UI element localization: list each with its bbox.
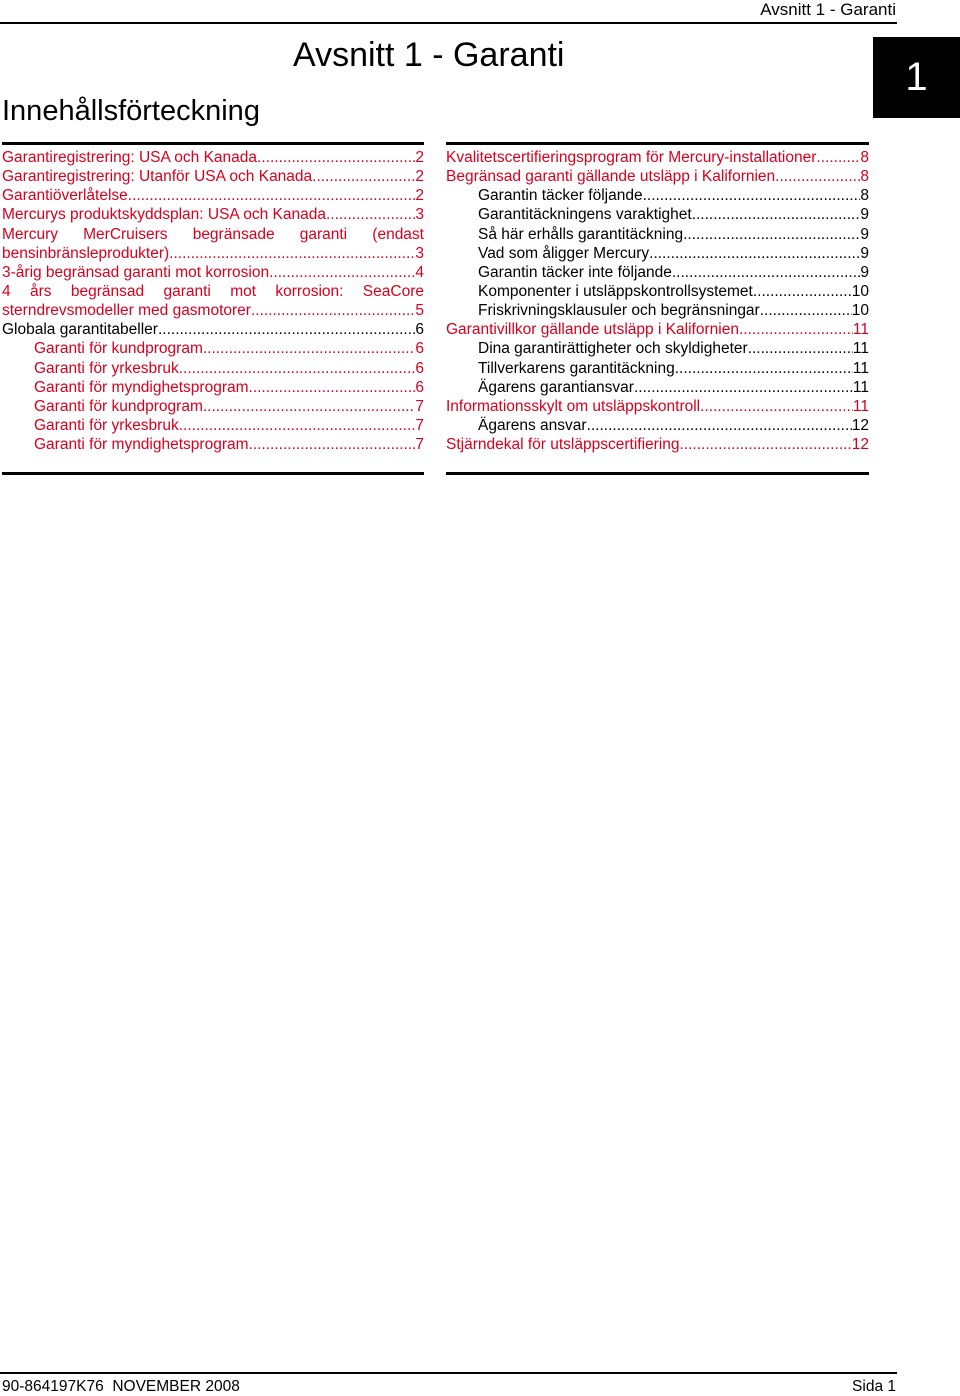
toc-leader-dots <box>128 186 416 205</box>
toc-entry-page: 9 <box>860 225 869 243</box>
toc-entry-page: 2 <box>415 149 424 166</box>
toc-entry[interactable] <box>2 416 424 435</box>
toc-entry[interactable] <box>2 282 424 320</box>
toc-leader-dots <box>257 148 415 167</box>
toc-entry-page: 9 <box>860 206 869 224</box>
toc-entry-text-line1: Mercury MerCruisers begränsade garanti (endast <box>2 225 424 243</box>
toc-right-top-rule <box>446 142 869 145</box>
toc-entry[interactable] <box>2 359 424 378</box>
toc-entry-text: Garantiregistrering: USA och Kanada <box>2 149 258 166</box>
toc-entry-text: Garantitäckningens varaktighet <box>478 206 692 224</box>
toc-entry-text: sterndrevsmodeller med gasmotorer <box>2 302 251 320</box>
toc-entry-text: Friskrivningsklausuler och begränsningar <box>478 302 760 320</box>
toc-leader-dots <box>748 339 853 358</box>
toc-entry-page: 11 <box>852 378 869 396</box>
toc-leader-dots <box>179 416 416 435</box>
toc-entry[interactable] <box>2 397 424 416</box>
toc-entry-page: 7 <box>415 436 424 454</box>
toc-entry-page: 6 <box>415 340 424 358</box>
toc-entry-page: 9 <box>860 244 869 262</box>
toc-entry-text: Dina garantirättigheter och skyldigheter <box>478 340 748 358</box>
toc-entry <box>446 359 869 378</box>
toc-leader-dots <box>249 435 416 454</box>
toc-entry-page: 2 <box>415 187 424 205</box>
toc-entry <box>446 339 869 358</box>
toc-entry-page: 11 <box>852 359 869 377</box>
toc-entry-page: 11 <box>852 397 869 415</box>
toc-entry[interactable] <box>446 435 869 454</box>
toc-leader-dots <box>700 397 853 416</box>
toc-entry-text: Garanti för myndighetsprogram <box>34 378 249 396</box>
toc-entry <box>446 378 869 397</box>
toc-entry <box>446 416 869 435</box>
toc-leader-dots <box>679 435 851 454</box>
toc-leader-dots <box>249 378 416 397</box>
section-tab: 1 <box>873 37 960 118</box>
toc-leader-dots <box>179 359 416 378</box>
toc-entry-page: 8 <box>860 168 869 186</box>
toc-leader-dots <box>760 301 852 320</box>
toc-leader-dots <box>643 186 861 205</box>
toc-entry-text: bensinbränsleprodukter) <box>2 244 170 262</box>
toc-right-column <box>446 148 869 454</box>
toc-leader-dots <box>683 225 860 244</box>
toc-entry[interactable] <box>2 225 424 263</box>
footer-rule <box>0 1372 897 1374</box>
toc-entry-page: 12 <box>851 416 869 434</box>
toc-entry[interactable] <box>2 167 424 186</box>
toc-leader-dots <box>753 282 852 301</box>
toc-heading: Innehållsförteckning <box>2 95 260 127</box>
toc-leader-dots <box>672 263 861 282</box>
toc-entry-text: Garantiregistrering: Utanför USA och Kanada <box>2 168 313 186</box>
running-header-title: Avsnitt 1 - Garanti <box>760 0 896 19</box>
toc-entry-page: 2 <box>415 168 424 186</box>
toc-entry-page: 6 <box>415 359 424 377</box>
toc-entry[interactable] <box>446 167 869 186</box>
toc-entry <box>2 320 424 339</box>
toc-entry-text: Vad som åligger Mercury <box>478 244 650 262</box>
toc-leader-dots <box>312 167 415 186</box>
toc-leader-dots <box>203 339 416 358</box>
toc-entry[interactable] <box>446 397 869 416</box>
toc-entry-text: Garantivillkor gällande utsläpp i Kalifornien <box>446 321 739 339</box>
toc-entry-text: Kvalitetscertifieringsprogram för Mercury-installationer <box>446 149 817 166</box>
toc-left-top-rule <box>2 142 424 145</box>
toc-entry-text: Garanti för myndighetsprogram <box>34 436 249 454</box>
toc-entry-page: 3 <box>415 244 424 262</box>
toc-entry-text-line1: 4 års begränsad garanti mot korrosion: SeaCore <box>2 283 424 300</box>
toc-leader-dots <box>634 378 853 397</box>
section-title: Avsnitt 1 - Garanti <box>293 36 565 74</box>
toc-entry-page: 8 <box>860 149 869 166</box>
toc-entry-text: Tillverkarens garantitäckning <box>478 359 675 377</box>
footer-doc-info <box>2 1378 240 1396</box>
toc-leader-dots <box>587 416 852 435</box>
footer-page-label: Sida 1 <box>852 1378 896 1395</box>
toc-left-bottom-rule <box>2 472 424 475</box>
toc-entry-text: Mercurys produktskyddsplan: USA och Kanada <box>2 206 326 224</box>
toc-entry-page: 9 <box>860 263 869 281</box>
toc-entry-text: Så här erhålls garantitäckning <box>478 225 684 243</box>
toc-leader-dots <box>203 397 416 416</box>
toc-right-bottom-rule <box>446 472 869 475</box>
toc-entry <box>446 263 869 282</box>
toc-entry-text: Ägarens garantiansvar <box>478 378 634 396</box>
toc-leader-dots <box>269 263 415 282</box>
toc-entry-text: Garantin täcker följande <box>478 187 643 205</box>
toc-leader-dots <box>739 320 853 339</box>
toc-leader-dots <box>326 205 415 224</box>
toc-entry-page: 11 <box>852 340 869 358</box>
toc-leader-dots <box>692 205 861 224</box>
toc-entry-page: 8 <box>860 187 869 205</box>
toc-entry-page: 3 <box>415 206 424 224</box>
footer-date: NOVEMBER 2008 <box>112 1378 240 1395</box>
footer-doc-id: 90-864197K76 <box>2 1378 104 1395</box>
toc-entry-text: Informationsskylt om utsläppskontroll <box>446 397 701 415</box>
toc-leader-dots <box>675 359 853 378</box>
toc-entry-page: 11 <box>852 321 869 339</box>
toc-entry[interactable] <box>2 378 424 397</box>
toc-entry-text: 3-årig begränsad garanti mot korrosion <box>2 263 270 281</box>
toc-entry[interactable] <box>446 320 869 339</box>
toc-entry-page: 12 <box>851 436 869 454</box>
toc-leader-dots <box>649 244 860 263</box>
toc-leader-dots <box>775 167 860 186</box>
toc-entry-text: Garantiöverlåtelse <box>2 187 128 205</box>
toc-entry-page: 10 <box>851 302 869 320</box>
toc-entry <box>446 282 869 301</box>
toc-entry-text: Komponenter i utsläppskontrollsystemet <box>478 282 753 300</box>
toc-entry <box>446 301 869 320</box>
toc-leader-dots <box>158 320 415 339</box>
toc-entry-text: Garanti för kundprogram <box>34 340 203 358</box>
toc-entry[interactable] <box>446 148 869 167</box>
toc-leader-dots <box>169 244 415 263</box>
header-rule <box>0 22 897 24</box>
toc-entry-page: 6 <box>415 321 424 339</box>
toc-entry[interactable] <box>2 205 424 224</box>
toc-entry-page: 10 <box>851 282 869 300</box>
toc-entry-text: Garantin täcker inte följande <box>478 263 672 281</box>
toc-entry-text: Garanti för kundprogram <box>34 397 203 415</box>
toc-leader-dots <box>251 301 415 320</box>
toc-entry-text: Garanti för yrkesbruk <box>34 359 179 377</box>
toc-leader-dots <box>816 148 860 167</box>
toc-left-column <box>2 148 424 454</box>
toc-entry[interactable] <box>2 263 424 282</box>
toc-entry-text: Garanti för yrkesbruk <box>34 417 179 434</box>
toc-entry-text: Stjärndekal för utsläppscertifiering <box>446 436 680 454</box>
toc-entry-text: Globala garantitabeller <box>2 321 158 339</box>
toc-entry-text: Ägarens ansvar <box>478 416 587 434</box>
toc-entry[interactable] <box>2 435 424 454</box>
toc-entry <box>446 205 869 224</box>
toc-entry-text: Begränsad garanti gällande utsläpp i Kalifornien <box>446 168 776 186</box>
toc-entry <box>446 244 869 263</box>
toc-entry-page: 4 <box>415 263 424 281</box>
toc-entry <box>446 186 869 205</box>
toc-entry-page: 7 <box>415 397 424 415</box>
toc-entry-page: 5 <box>415 302 424 320</box>
toc-entry-page: 7 <box>415 417 424 434</box>
toc-entry[interactable] <box>2 339 424 358</box>
toc-entry-page: 6 <box>415 378 424 396</box>
toc-entry <box>446 225 869 244</box>
toc-entry[interactable] <box>2 148 424 167</box>
toc-entry[interactable] <box>2 186 424 205</box>
